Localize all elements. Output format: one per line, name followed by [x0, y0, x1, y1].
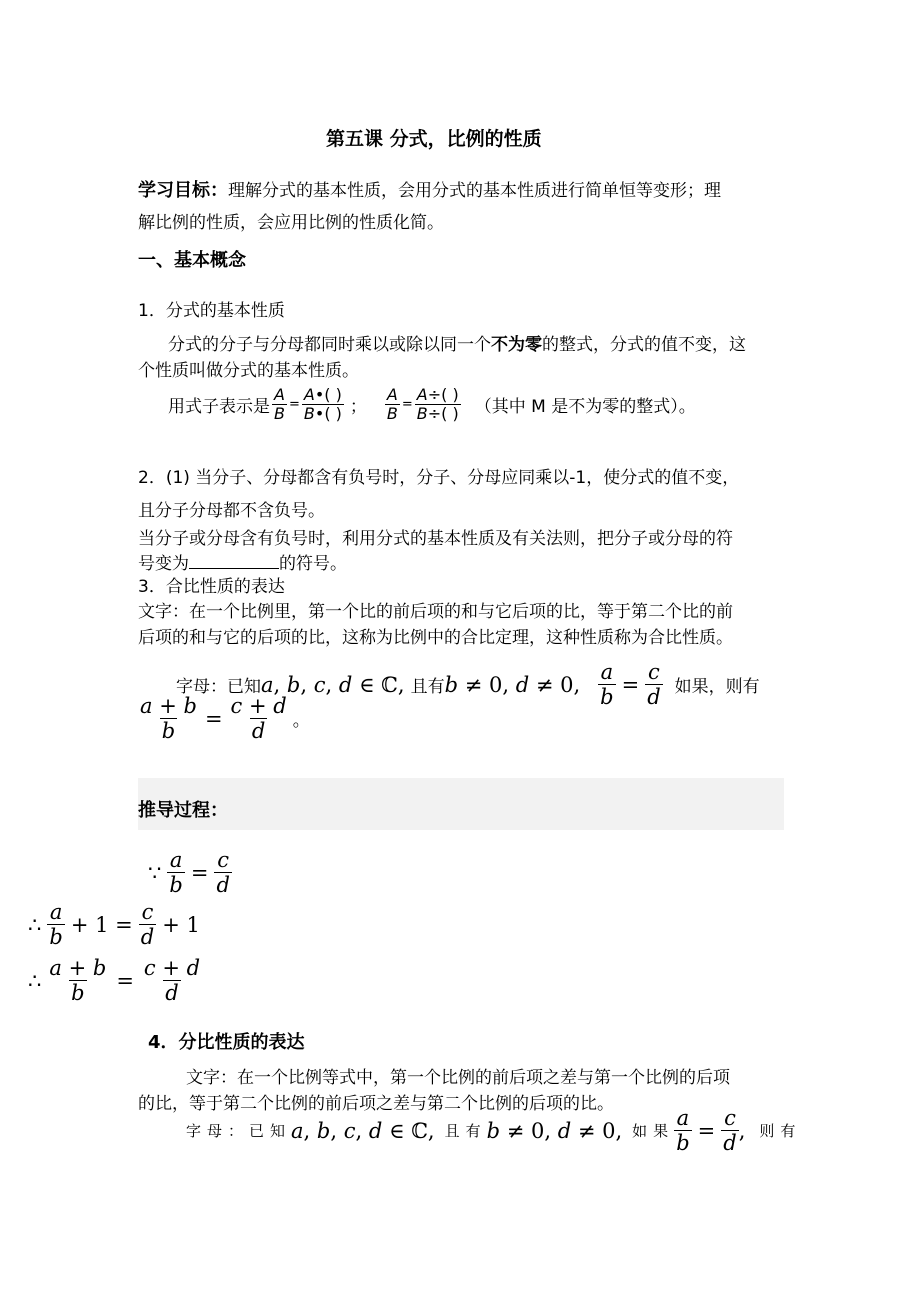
item2-line3: 当分子或分母含有负号时，利用分式的基本性质及有关法则，把分子或分母的符 [138, 529, 733, 549]
item1-line1 [168, 330, 746, 355]
fraction-a-plus-b-over-b: $\frac{a + b}{b}$ [140, 694, 197, 744]
item2-line2: 且分子分母都不含负号。 [138, 501, 325, 521]
equals-sign-2: = [401, 397, 413, 413]
item2-line4 [138, 549, 347, 574]
because-symbol: ∵ [148, 860, 162, 885]
section-heading-basic-concepts: 一、基本概念 [138, 250, 246, 271]
fraction-a-b-2: $\frac{a}{b}$ [49, 900, 63, 950]
objectives-label: 学习目标： [138, 180, 228, 201]
item4-letters-a: 字母：已知 [186, 1122, 292, 1141]
derivation-step-3: ∴ $\frac{a + b}{b}$ = $\frac{c + d}{d}$ [28, 956, 201, 1006]
fraction-a-over-b-2: $\frac{A}{B}$ [386, 385, 398, 424]
equals-sign-3: = [621, 672, 640, 697]
fraction-c-over-d-4: $\frac{c}{d}$ [723, 1106, 737, 1156]
fraction-a-b: $\frac{a}{b}$ [169, 848, 183, 898]
fraction-property-formula [168, 386, 696, 424]
item3-text1: 文字：在一个比例里，第一个比的前后项的和与它后项的比，等于第二个比的前 [138, 602, 733, 622]
derivation-heading: 推导过程： [138, 800, 228, 821]
period: 。 [292, 711, 310, 732]
item4-letters-d: 则有 [759, 1122, 802, 1141]
equals-sign-4: = [204, 706, 223, 731]
item4-letters-c: 如果 [632, 1122, 675, 1141]
item4-title [148, 1028, 305, 1054]
fraction-c-plus-d-d: $\frac{c + d}{d}$ [143, 956, 201, 1006]
item3-set-condition: a, b, c, d ∈ ℂ, [261, 672, 405, 697]
formula-suffix: （其中 M 是不为零的整式）。 [474, 397, 696, 418]
item3-title: 3．合比性质的表达 [138, 577, 285, 597]
item4-letters-line: 字母：已知 a, b, c, d ∈ ℂ, 且有 b ≠ 0, d ≠ 0, 如果 $\frac{a}{b}$ = $\frac{c}{d}$ , 则有 [186, 1106, 802, 1156]
fraction-c-over-d: $\frac{c}{d}$ [647, 660, 661, 710]
item2-line1: 2．(1) 当分子、分母都含有负号时，分子、分母应同乘以-1，使分式的值不变， [138, 468, 740, 488]
item1-line1-bold: 不为零 [491, 335, 542, 355]
therefore-symbol: ∴ [28, 912, 42, 937]
formula-prefix: 用式子表示是 [168, 397, 270, 418]
item3-letters-c: 如果，则有 [674, 677, 760, 698]
fill-in-blank [189, 552, 279, 569]
item2-line4-b: 的符号。 [279, 554, 347, 574]
objectives-text2: 解比例的性质，会应用比例的性质化简。 [138, 213, 444, 233]
fraction-a-div-m: $\frac{A\div( )}{B\div( )}$ [416, 385, 459, 424]
item3-letters-a: 字母：已知 [176, 677, 261, 698]
item2-line4-a: 号变为 [138, 554, 189, 574]
fraction-a-over-b-3: $\frac{a}{b}$ [600, 660, 614, 710]
derivation-shaded-band [138, 778, 784, 830]
item1-line1-a: 分式的分子与分母都同时乘以或除以同一个 [168, 335, 491, 355]
fraction-c-d-2: $\frac{c}{d}$ [140, 900, 155, 950]
item4-text2: 的比，等于第二个比例的前后项之差与第二个比例的后项的比。 [138, 1094, 614, 1114]
item4-letters-b: 且有 [444, 1122, 487, 1141]
objectives-text1: 理解分式的基本性质，会用分式的基本性质进行简单恒等变形；理 [228, 181, 721, 201]
item4-nonzero-condition: b ≠ 0, d ≠ 0, [486, 1118, 623, 1143]
item1-title: 1．分式的基本性质 [138, 301, 285, 321]
fraction-a-times-m: $\frac{A•( )}{B•( )}$ [303, 385, 342, 424]
semicolon: ； [349, 397, 367, 418]
derivation-step-2: ∴ $\frac{a}{b}$ + 1 = $\frac{c}{d}$ + 1 [28, 900, 200, 950]
item4-title-text: 4．分比性质的表达 [148, 1032, 305, 1053]
composition-result [138, 694, 310, 743]
fraction-a-plus-b-b: $\frac{a + b}{b}$ [49, 956, 107, 1006]
equals-sign: = [288, 397, 300, 413]
derivation-step-1: ∵ $\frac{a}{b}$ = $\frac{c}{d}$ [148, 848, 230, 898]
item4-set-condition: a, b, c, d ∈ ℂ, [291, 1118, 435, 1143]
item3-letters-b: 且有 [410, 677, 445, 698]
page-title: 第五课 分式，比例的性质 [326, 128, 542, 150]
objectives-line1 [138, 176, 721, 202]
fraction-c-d: $\frac{c}{d}$ [216, 848, 230, 898]
fraction-c-plus-d-over-d: $\frac{c + d}{d}$ [230, 694, 287, 744]
item3-text2: 后项的和与它的后项的比，这称为比例中的合比定理，这种性质称为合比性质。 [138, 628, 733, 648]
item1-line2: 个性质叫做分式的基本性质。 [138, 361, 359, 381]
item1-line1-b: 的整式，分式的值不变，这 [542, 335, 746, 355]
fraction-a-over-b: $\frac{A}{B}$ [274, 385, 285, 424]
fraction-a-over-b-4: $\frac{a}{b}$ [676, 1106, 690, 1156]
item3-nonzero-condition: b ≠ 0, d ≠ 0, [444, 672, 581, 697]
item4-text1: 文字：在一个比例等式中，第一个比例的前后项之差与第一个比例的后项 [186, 1068, 730, 1088]
therefore-symbol-2: ∴ [28, 968, 42, 993]
